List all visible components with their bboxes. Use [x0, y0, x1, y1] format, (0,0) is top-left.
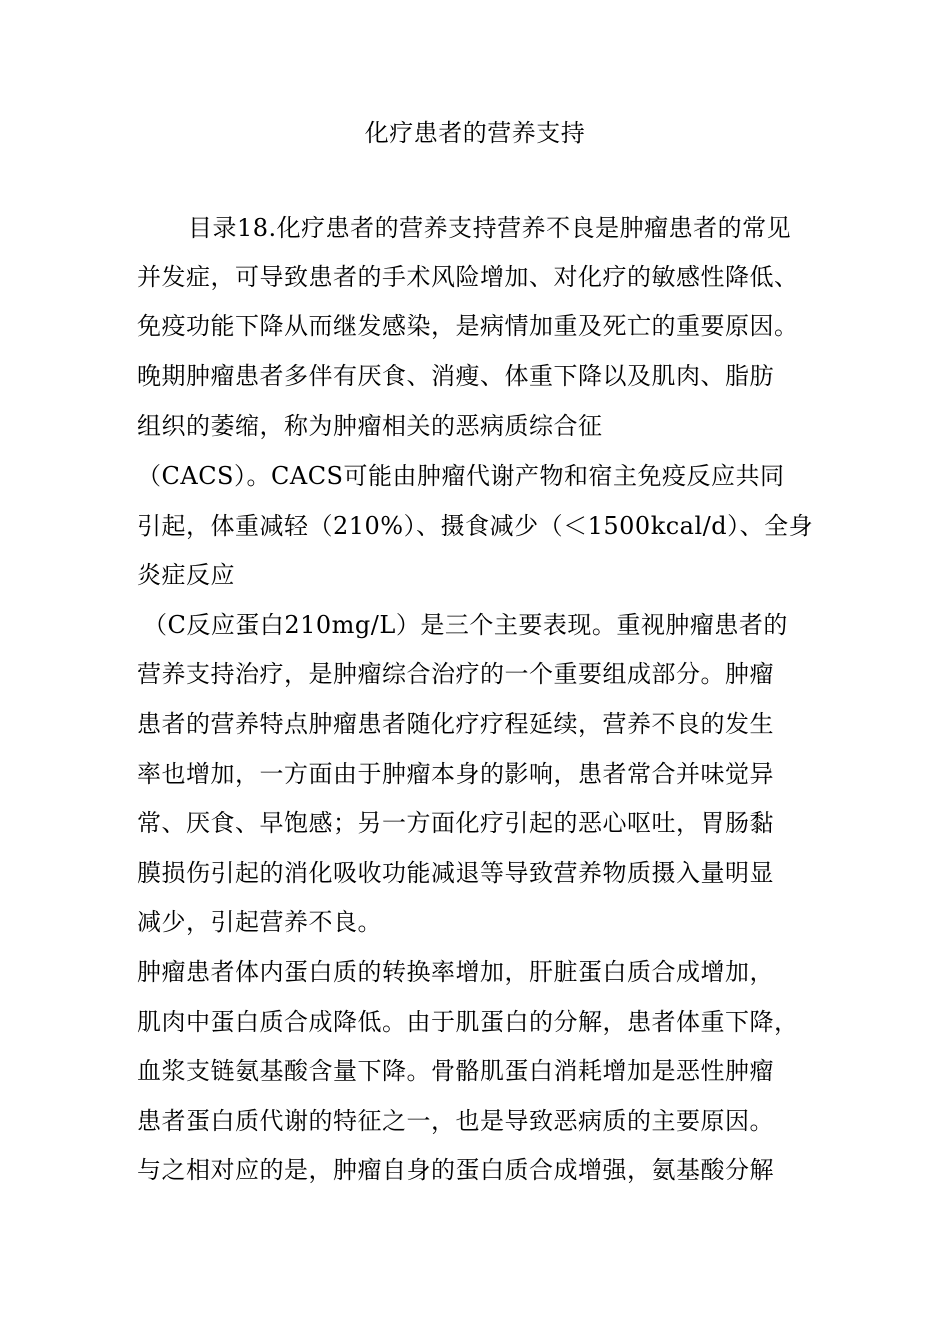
paragraph-line: 引起，体重减轻（210%）、摄食减少（＜1500kcal/d）、全身	[137, 512, 814, 540]
paragraph-line: （C反应蛋白210mg/L）是三个主要表现。重视肿瘤患者的	[143, 611, 788, 639]
paragraph-line: 与之相对应的是，肿瘤自身的蛋白质合成增强，氨基酸分解	[137, 1156, 774, 1184]
paragraph-line: 肌肉中蛋白质合成降低。由于肌蛋白的分解，患者体重下降，	[137, 1008, 799, 1036]
document-title: 化疗患者的营养支持	[364, 119, 586, 147]
paragraph-line: 肿瘤患者体内蛋白质的转换率增加，肝脏蛋白质合成增加，	[137, 958, 774, 986]
paragraph-line: 晚期肿瘤患者多伴有厌食、消瘦、体重下降以及肌肉、脂肪	[137, 362, 774, 390]
paragraph-line: 营养支持治疗，是肿瘤综合治疗的一个重要组成部分。肿瘤	[137, 660, 774, 688]
paragraph-line: 免疫功能下降从而继发感染，是病情加重及死亡的重要原因。	[137, 312, 799, 340]
paragraph-line: 血浆支链氨基酸含量下降。骨骼肌蛋白消耗增加是恶性肿瘤	[137, 1057, 774, 1085]
paragraph-line: 患者蛋白质代谢的特征之一，也是导致恶病质的主要原因。	[137, 1107, 774, 1135]
paragraph-line: 率也增加，一方面由于肿瘤本身的影响，患者常合并味觉异	[137, 760, 774, 788]
paragraph-line: 常、厌食、早饱感；另一方面化疗引起的恶心呕吐，胃肠黏	[137, 809, 774, 837]
paragraph-line: 目录18.化疗患者的营养支持营养不良是肿瘤患者的常见	[188, 214, 792, 242]
paragraph-line: 并发症，可导致患者的手术风险增加、对化疗的敏感性降低、	[137, 263, 799, 291]
paragraph-line: （CACS）。CACS可能由肿瘤代谢产物和宿主免疫反应共同	[137, 462, 785, 490]
paragraph-line: 患者的营养特点肿瘤患者随化疗疗程延续，营养不良的发生	[137, 710, 774, 738]
paragraph-line: 减少，引起营养不良。	[137, 908, 382, 936]
paragraph-line: 炎症反应	[137, 561, 235, 589]
paragraph-line: 组织的萎缩，称为肿瘤相关的恶病质综合征	[137, 412, 603, 440]
paragraph-line: 膜损伤引起的消化吸收功能减退等导致营养物质摄入量明显	[137, 859, 774, 887]
